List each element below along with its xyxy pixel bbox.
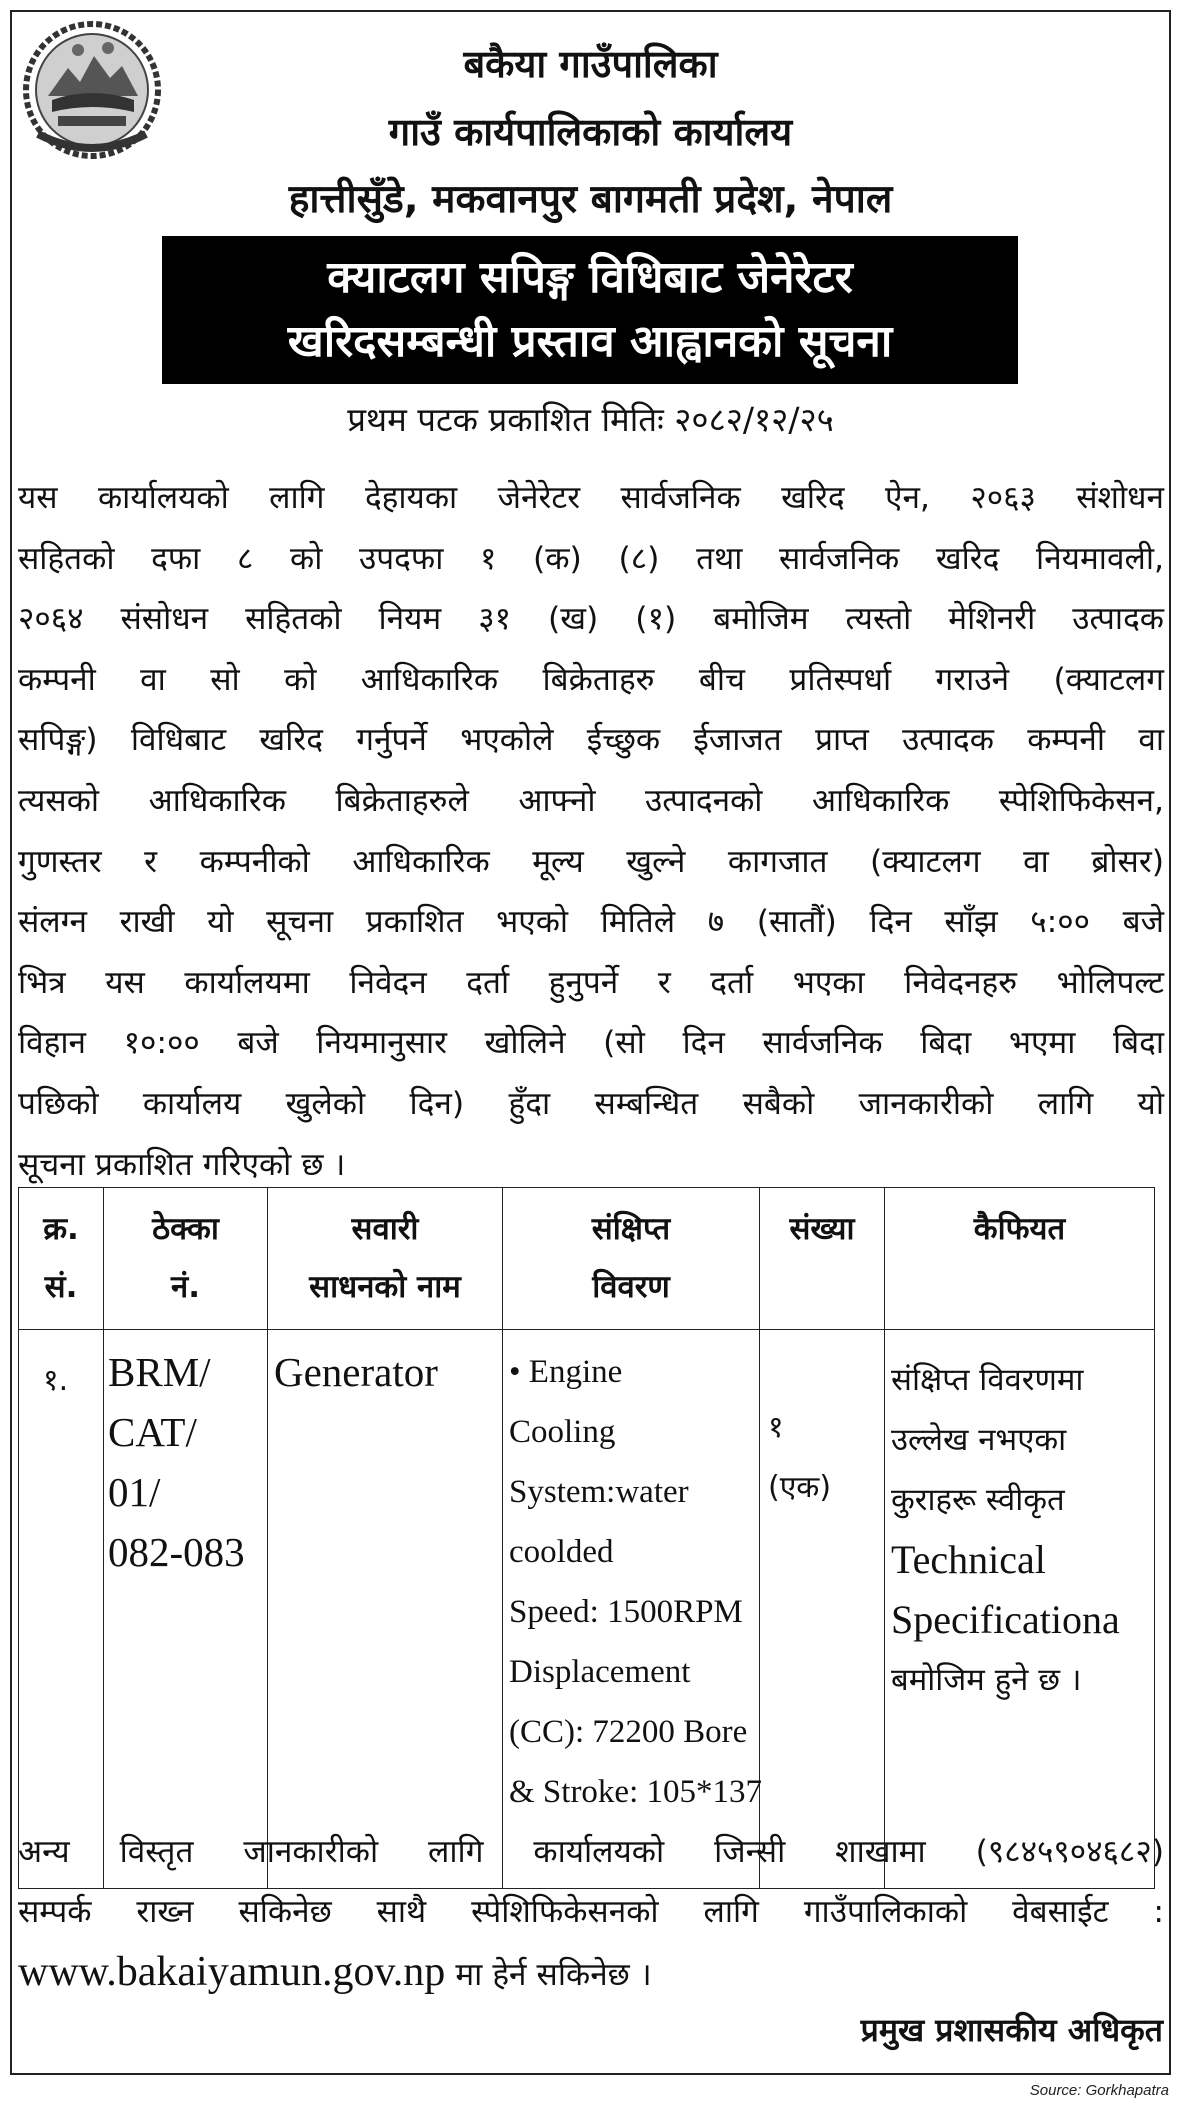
cell-item-name: Generator: [268, 1330, 503, 1889]
website-link[interactable]: www.bakaiyamun.gov.np: [18, 1949, 446, 1995]
notice-title-line-1: क्याटलग सपिङ्ग विधिबाट जेनेरेटर: [327, 252, 853, 303]
cell-remarks: संक्षिप्त विवरणमा उल्लेख नभएका कुराहरू स्वीकृत Technical Specificationa बमोजिम हुने छ ।: [885, 1330, 1155, 1889]
contact-line-3-text: मा हेर्न सकिनेछ ।: [445, 1957, 652, 1993]
notice-title-banner: [162, 236, 1018, 384]
cell-description: • Engine Cooling System:water coolded Speed: 1500RPM Displacement (CC): 72200 Bore & Stroke: 105*137: [503, 1330, 760, 1889]
col-header-contract-no: ठेक्का नं.: [104, 1188, 268, 1330]
notice-body: [18, 468, 1164, 1195]
cell-quantity: १ (एक): [760, 1330, 885, 1889]
body-line: भित्र यस कार्यालयमा निवेदन दर्ता हुनुपर्ने र दर्ता भएका निवेदनहरु भोलिपल्ट: [18, 964, 1164, 1001]
table-row: [19, 1330, 1155, 1889]
contact-line-1: अन्य विस्तृत जानकारीको लागि कार्यालयको जिन्सी शाखामा (९८४५९०४६८२): [18, 1834, 1164, 1870]
body-line: पछिको कार्यालय खुलेको दिन) हुँदा सम्बन्धित सबैको जानकारीको लागि यो: [18, 1085, 1164, 1122]
signatory-title: प्रमुख प्रशासकीय अधिकृत: [860, 2011, 1163, 2049]
col-header-serial: क्र. सं.: [19, 1188, 104, 1330]
body-line: संलग्न राखी यो सूचना प्रकाशित भएको मितिले ७ (सातौं) दिन साँझ ५:०० बजे: [18, 904, 1164, 941]
body-line: सपिङ्ग) विधिबाट खरिद गर्नुपर्ने भएकोले ईच्छुक ईजाजत प्राप्त उत्पादक कम्पनी वा: [18, 722, 1164, 759]
body-line: विहान १०:०० बजे नियमानुसार खोलिने (सो दिन सार्वजनिक बिदा भएमा बिदा: [18, 1025, 1164, 1062]
body-line: गुणस्तर र कम्पनीको आधिकारिक मूल्य खुल्ने कागजात (क्याटलग वा ब्रोसर): [18, 843, 1164, 880]
col-header-remarks: कैफियत: [885, 1188, 1155, 1330]
contact-line-3: [18, 1942, 1164, 2005]
contact-info: [18, 1822, 1164, 2005]
body-line: सूचना प्रकाशित गरिएको छ ।: [18, 1146, 346, 1183]
col-header-item-name: सवारी साधनको नाम: [268, 1188, 503, 1330]
office-address: हात्तीसुँडे, मकवानपुर बागमती प्रदेश, नेपाल: [288, 177, 893, 222]
body-line: यस कार्यालयको लागि देहायका जेनेरेटर सार्वजनिक खरिद ऐन, २०६३ संशोधन: [18, 480, 1164, 516]
source-credit: Source: Gorkhapatra: [1029, 2082, 1169, 2099]
office-name: गाउँ कार्यपालिकाको कार्यालय: [388, 110, 793, 154]
col-header-description: संक्षिप्त विवरण: [503, 1188, 760, 1330]
notice-title-line-2: खरिदसम्बन्धी प्रस्ताव आह्वानको सूचना: [287, 316, 893, 367]
municipality-name: बकैया गाउँपालिका: [463, 42, 718, 86]
cell-serial: १.: [19, 1330, 104, 1889]
table-header-row: [19, 1188, 1155, 1330]
body-line: कम्पनी वा सो को आधिकारिक बिक्रेताहरु बीच प्रतिस्पर्धा गराउने (क्याटलग: [18, 661, 1164, 698]
body-line: सहितको दफा ८ को उपदफा १ (क) (८) तथा सार्वजनिक खरिद नियमावली,: [18, 540, 1164, 577]
tender-table: [18, 1187, 1155, 1889]
cell-contract-no: BRM/ CAT/ 01/ 082-083: [104, 1330, 268, 1889]
col-header-quantity: संख्या: [760, 1188, 885, 1330]
contact-line-2: सम्पर्क राख्न सकिनेछ साथै स्पेशिफिकेसनको लागि गाउँपालिकाको वेबसाईट :: [18, 1894, 1164, 1930]
body-line: २०६४ संसोधन सहितको नियम ३१ (ख) (१) बमोजिम त्यस्तो मेशिनरी उत्पादक: [18, 601, 1164, 638]
published-date: प्रथम पटक प्रकाशित मितिः २०८२/१२/२५: [347, 400, 834, 439]
body-line: त्यसको आधिकारिक बिक्रेताहरुले आफ्नो उत्पादनको आधिकारिक स्पेशिफिकेसन,: [18, 782, 1164, 819]
